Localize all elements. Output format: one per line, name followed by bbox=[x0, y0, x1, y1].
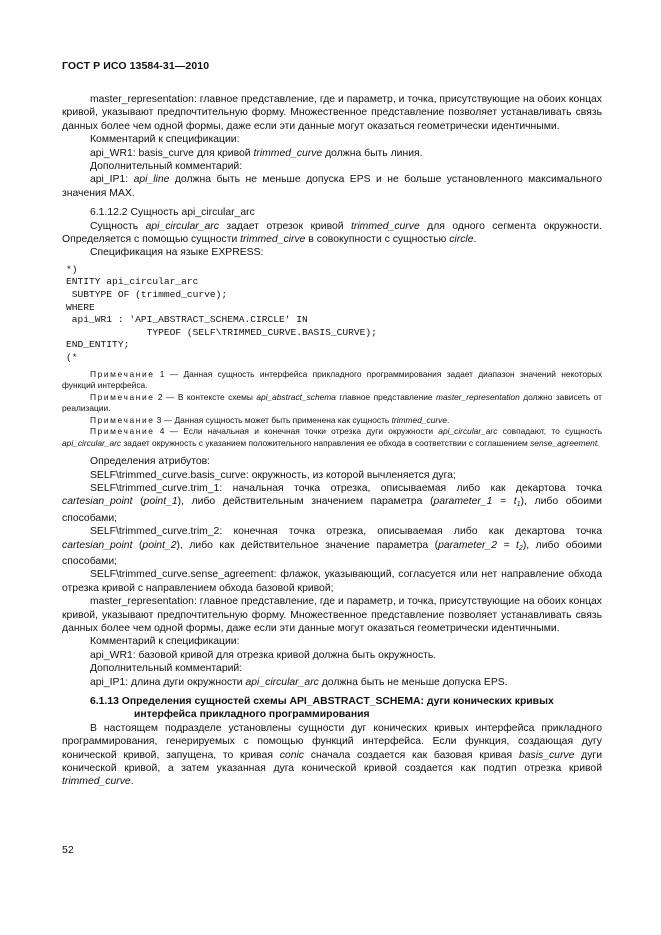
rule-wr1: api_WR1: basis_curve для кривой trimmed_curve должна быть линия. bbox=[90, 147, 423, 159]
attr-basis-curve: SELF\trimmed_curve.basis_curve: окружность, из которой вычленяется дуга; bbox=[90, 469, 456, 481]
attributes-label: Определения атрибутов: bbox=[90, 456, 211, 468]
express-label: Спецификация на языке EXPRESS: bbox=[90, 247, 264, 259]
paragraph-conic-arcs: В настоящем подразделе установлены сущности дуг конических кривых интерфейса прикладного программирования, генерируемых с помощью функций интерфейса. Если функция, создающая дугу конической кривой, запущена, то кривая conic сначала создается как базовая кривая basis_curve дуги конической кривой, а затем указанная дуга конической кривой создается как подтип отрезка кривой trimmed_curve. bbox=[62, 722, 602, 788]
section-heading-6-1-13: 6.1.13 Определения сущностей схемы API_ABSTRACT_SCHEMA: дуги конических кривых интерфейса прикладного программирования bbox=[90, 696, 554, 721]
entity-description: Сущность api_circular_arc задает отрезок кривой trimmed_curve для одного сегмента окружности. Определяется с помощью сущности trimmed_cirve в совокупности с сущностью circle. bbox=[62, 220, 602, 246]
note-1: Примечание 1 — Данная сущность интерфейса прикладного программирования задает диапазон значений некоторых функций интерфейса. bbox=[62, 368, 603, 391]
note-2: Примечание 2 — В контексте схемы api_abstract_schema главное представление master_representation должно зависеть от реализации. bbox=[62, 391, 602, 414]
note-4: Примечание 4 — Если начальная и конечная точки отрезка дуги окружности api_circular_arc совпадают, то сущность api_circular_arc задает окружность с указанием положительного направления ее обхода в соответствии с соглашением sense_agreement. bbox=[62, 426, 602, 448]
add-comment-label-2: Дополнительный комментарий: bbox=[90, 663, 243, 675]
document-body bbox=[62, 93, 602, 789]
express-code-block: *) ENTITY api_circular_arc SUBTYPE OF (trimmed_curve); WHERE api_WR1 : 'API_ABSTRACT_SCHEMA.CIRCLE' IN TYPEOF (SELF\TRIMMED_CURVE.BASIS_CURVE); END_ENTITY; (* bbox=[66, 263, 377, 364]
document-header: ГОСТ Р ИСО 13584-31—2010 bbox=[62, 60, 210, 72]
attr-sense-agreement: SELF\trimmed_curve.sense_agreement: флажок, указывающий, согласуется или нет направление обхода отрезка кривой с направлением обхода базовой кривой; bbox=[62, 569, 602, 594]
rule-wr1-2: api_WR1: базовой кривой для отрезка кривой должна быть окружность. bbox=[90, 649, 437, 661]
section-title-6-1-12-2: 6.1.12.2 Сущность api_circular_arc bbox=[90, 207, 255, 219]
paragraph-master-representation: master_representation: главное представление, где и параметр, и точка, присутствующие на обоих концах кривой, указывают предпочтительную форму. Множественное представление позволяет устанавливать связь данных более чем одной формы, даже если эти данные могут оказаться геометрически идентичными. bbox=[62, 94, 602, 132]
rule-ip1: api_IP1: api_line должна быть не меньше допуска EPS и не больше установленного максимального значения MAX. bbox=[62, 174, 603, 199]
page-number: 52 bbox=[62, 844, 74, 856]
paragraph-master-representation-2: master_representation: главное представление, где и параметр, и точка, присутствующие на обоих концах кривой, указывают предпочтительную форму. Множественное представление позволяет устанавливать связь данных более чем одной формы, даже если эти данные могут оказаться геометрически идентичными. bbox=[62, 596, 602, 634]
spec-comment-label-2: Комментарий к спецификации: bbox=[90, 636, 240, 648]
add-comment-label: Дополнительный комментарий: bbox=[90, 161, 243, 173]
attr-trim-1: SELF\trimmed_curve.trim_1: начальная точка отрезка, описываемая либо как декартова точка cartesian_point (point_1), либо действительным значением параметра (parameter_1 = $t_1$), либо обоими способами; bbox=[62, 482, 602, 524]
attr-trim-2: SELF\trimmed_curve.trim_2: конечная точка отрезка, описываемая либо как декартова точка cartesian_point (point_2), либо как действительное значение параметра (parameter_2 = $t_2$), либо обоими способами; bbox=[62, 526, 602, 567]
spec-comment-label: Комментарий к спецификации: bbox=[90, 134, 240, 146]
rule-ip1-2: api_IP1: длина дуги окружности api_circular_arc должна быть не меньше допуска EPS. bbox=[90, 676, 508, 688]
note-3: Примечание 3 — Данная сущность может быть применена как сущность trimmed_curve. bbox=[90, 414, 450, 425]
